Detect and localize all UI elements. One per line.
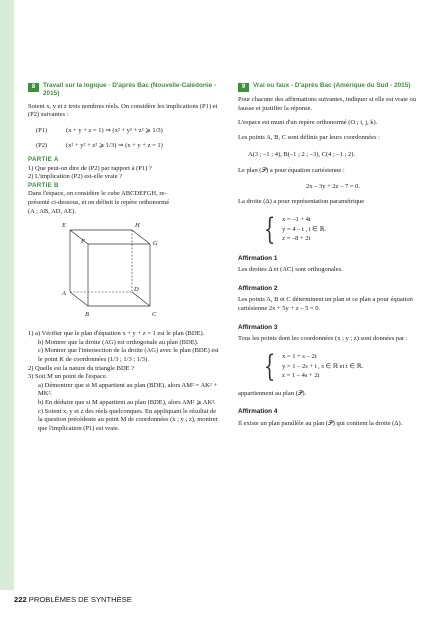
- page: [28, 0, 428, 600]
- affirmation-1-text: Les droites Δ et (AC) sont orthogonales.: [238, 266, 343, 274]
- affirmation-3-text: Tous les points dont les coordonnées (x ; y ; z) sont données par :: [238, 335, 408, 343]
- question: a) Démontrer que si M appartient au plan (BDE), alors AM² = AK² + MK².: [38, 381, 218, 398]
- plane-equation: 2x – 3y + 2z – 7 = 0.: [305, 182, 361, 190]
- affirmation-1-title: Affirmation 1: [238, 254, 278, 262]
- exercise-number-badge: 8: [28, 83, 39, 92]
- exercise-intro: Pour chacune des affirmations suivantes, indiquer si elle est vraie ou fausse et justifier la réponse.: [238, 96, 417, 112]
- affirmation-4-title: Affirmation 4: [238, 408, 278, 416]
- question: b) Montrer que la droite (AG) est orthogonale au plan (BDE).: [38, 338, 199, 346]
- cube-label-b: B: [85, 311, 89, 319]
- plane-intro: Le plan (𝒫) a pour équation cartésienne :: [238, 167, 345, 175]
- brace-symbol: {: [263, 211, 276, 247]
- points-intro: Les points A, B, C sont définis par leurs coordonnées :: [238, 133, 380, 141]
- implication-formula: (x + y + z = 1) ⇒ (x² + y² + z² ⩾ 1/3): [66, 127, 163, 134]
- part-b-heading: PARTIE B: [28, 181, 59, 189]
- affirmation-2-title: Affirmation 2: [238, 284, 278, 292]
- cube-label-f: F: [81, 238, 85, 246]
- part-a-heading: PARTIE A: [28, 156, 59, 163]
- exercise-title: Vrai ou faux - D'après Bac (Amérique du Sud - 2015): [253, 82, 411, 89]
- exercise-title: Travail sur la logique - D'après Bac (Nouvelle-Calédonie - 2015): [43, 82, 217, 98]
- question: 3) Soit M un point de l'espace.: [28, 373, 108, 381]
- question: 1) Que peut-on dire de (P2) par rapport à (P1) ?: [28, 164, 152, 172]
- cube-label-h: H: [135, 222, 140, 230]
- repere-statement: L'espace est muni d'un repère orthonormé (O ; i, j, k).: [238, 119, 378, 127]
- affirmation-4-text: Il existe un plan parallèle au plan (𝒫) qui contient la droite (Δ).: [238, 419, 403, 427]
- cube-label-a: A: [62, 290, 66, 298]
- exercise-8: [28, 82, 220, 433]
- system-line: y = 4 – t , t ∈ ℝ.: [282, 225, 327, 233]
- implication-label: (P2): [36, 142, 48, 149]
- system-line: x = 1 + s – 2t: [282, 353, 317, 361]
- cube-label-d: D: [134, 286, 139, 294]
- brace-symbol: {: [263, 348, 276, 384]
- system-line: y = 1 – 2s + t , s ∈ ℝ et t ∈ ℝ.: [282, 362, 364, 370]
- exercise-8-header: [28, 82, 220, 99]
- affirmation-3-end: appartiennent au plan (𝒫).: [238, 389, 307, 397]
- cube-label-g: G: [153, 240, 158, 248]
- question: c) Soient x, y et z des réels quelconques. En appliquant le résultat de la question précédente au point M de coordonnées (x ; y ; z), montrer que l'implication (P1) est vraie.: [38, 407, 218, 432]
- cube-label-c: C: [152, 311, 157, 319]
- question: b) En déduire que si M appartient au plan (BDE), alors AM² ⩾ AK².: [38, 398, 216, 406]
- question: c) Montrer que l'intersection de la droite (AG) avec le plan (BDE) est le point K de coordonnées (1/3 ; 1/3 ; 1/3).: [38, 347, 219, 363]
- footer-label: PROBLÈMES DE SYNTHÈSE: [28, 595, 132, 604]
- exercise-number-badge: 9: [238, 83, 249, 92]
- implication-p1: [36, 126, 220, 135]
- cube-drawing: [60, 220, 180, 328]
- system-line: z = –8 + 2t: [282, 235, 311, 243]
- exercise-intro: Soient x, y et z trois nombres réels. On considère les implications (P1) et (P2) suivantes :: [28, 102, 218, 119]
- question: 2) L'implication (P2) est-elle vraie ?: [28, 173, 123, 181]
- exercise-9: [238, 82, 428, 429]
- system-line: z = 1 – 4s + 2t: [282, 372, 320, 380]
- question: 1) a) Vérifier que le plan d'équation x + y + z = 1 est le plan (BDE).: [28, 330, 205, 338]
- cube-label-e: E: [62, 222, 66, 230]
- exercise-9-header: [238, 82, 428, 92]
- line-intro: La droite (Δ) a pour représentation paramétrique: [238, 197, 365, 205]
- part-b-intro: présenté ci-dessous, et on définit le repère orthonormé: [28, 198, 170, 206]
- implication-label: (P1): [36, 127, 48, 134]
- page-footer: [14, 595, 132, 604]
- question: 2) Quelle est la nature du triangle BDE ?: [28, 364, 135, 372]
- implication-formula: (x² + y² + z² ⩾ 1/3) ⇒ (x + y + z = 1): [66, 142, 163, 149]
- implication-p2: [36, 141, 220, 150]
- part-b-intro: Dans l'espace, on considère le cube ABCDEFGH, re-: [28, 190, 167, 198]
- page-number: 222: [14, 595, 27, 604]
- points-coordinates: A(3 ; –1 ; 4), B(–1 ; 2 ; –3), C(4 ; –1 ; 2).: [248, 151, 356, 159]
- affirmation-3-system: [260, 348, 428, 384]
- system-line: x = –1 + 4t: [282, 216, 311, 224]
- part-b-intro: (A ; AB, AD, AE).: [28, 207, 76, 215]
- side-color-strip: [0, 0, 14, 590]
- affirmation-3-title: Affirmation 3: [238, 323, 278, 331]
- affirmation-2-text: Les points A, B et C déterminent un plan et ce plan a pour équation cartésienne 2x + 5y + z – 5 = 0.: [238, 296, 413, 312]
- line-parametric-system: [260, 211, 428, 247]
- cube-figure: [60, 220, 180, 328]
